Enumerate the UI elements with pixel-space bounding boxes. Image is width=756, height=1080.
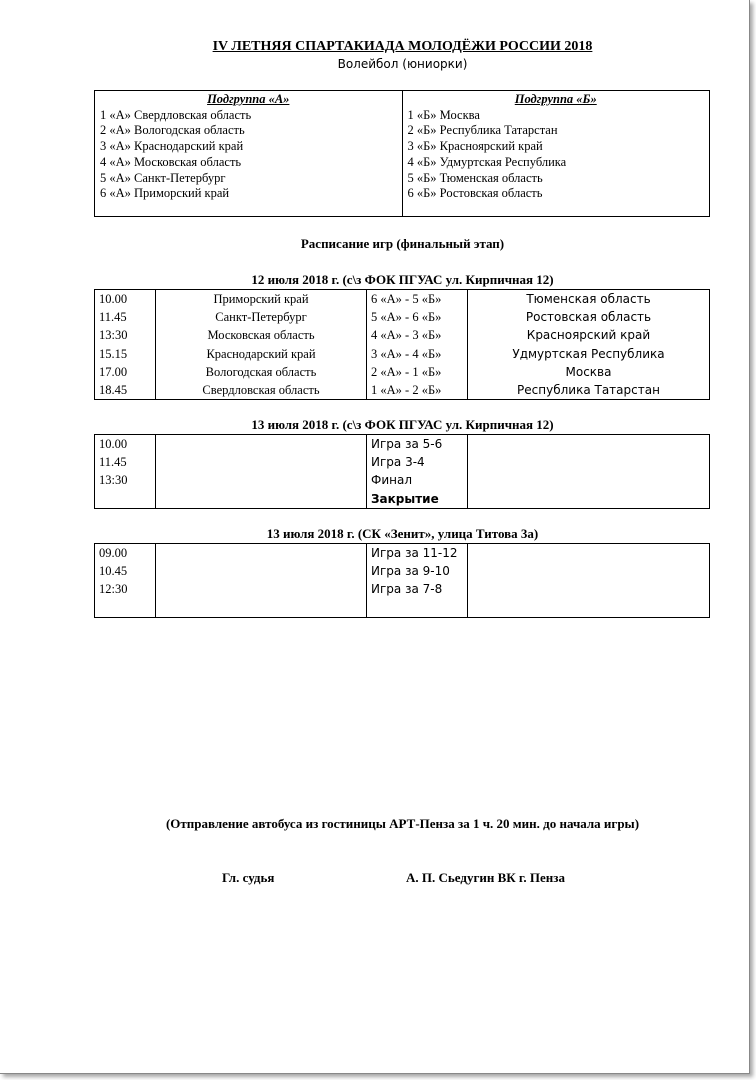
home-team	[156, 471, 367, 489]
match-code: Игра за 7-8	[367, 580, 468, 598]
group-b-team: 3 «Б» Красноярский край	[407, 139, 543, 154]
match-code: 3 «А» - 4 «Б»	[367, 345, 468, 363]
group-a-team: 2 «А» Вологодская область	[100, 123, 245, 138]
match-code: 5 «А» - 6 «Б»	[367, 308, 468, 326]
judge-name: А. П. Сьедугин ВК г. Пенза	[406, 870, 565, 885]
home-team	[156, 435, 367, 454]
group-a-team: 4 «А» Московская область	[100, 154, 242, 169]
game-time	[95, 490, 156, 509]
table-row	[95, 562, 710, 580]
table-row	[95, 381, 710, 400]
away-team	[468, 580, 710, 598]
table-row	[95, 453, 710, 471]
match-code: 1 «А» - 2 «Б»	[367, 381, 468, 400]
away-team	[468, 599, 710, 618]
schedule-title: Расписание игр (финальный этап)	[300, 236, 505, 251]
group-b-cell	[402, 91, 710, 217]
home-team: Краснодарский край	[156, 345, 367, 363]
game-time: 13:30	[95, 471, 156, 489]
group-a-team: 3 «А» Краснодарский край	[100, 139, 244, 154]
table-row	[95, 490, 710, 509]
document-title: IV ЛЕТНЯЯ СПАРТАКИАДА МОЛОДЁЖИ РОССИИ 2018	[212, 39, 593, 54]
table-row	[95, 326, 710, 344]
table-row	[95, 580, 710, 598]
day-3-schedule	[94, 543, 710, 618]
judge-label: Гл. судья	[222, 870, 275, 885]
table-row	[95, 363, 710, 381]
home-team: Приморский край	[156, 290, 367, 309]
day-2-schedule	[94, 434, 710, 509]
game-time: 10.00	[95, 290, 156, 309]
match-code: Закрытие	[367, 490, 468, 509]
table-row	[95, 599, 710, 618]
table-row	[95, 544, 710, 563]
table-row	[95, 290, 710, 309]
game-time: 10.00	[95, 435, 156, 454]
match-code: Финал	[367, 471, 468, 489]
away-team	[468, 562, 710, 580]
table-row	[95, 471, 710, 489]
game-time	[95, 599, 156, 618]
home-team	[156, 453, 367, 471]
groups-table	[94, 90, 710, 217]
away-team: Ростовская область	[468, 308, 710, 326]
away-team: Москва	[468, 363, 710, 381]
day-3-title: 13 июля 2018 г. (СК «Зенит», улица Титова 3а)	[266, 526, 539, 541]
home-team: Вологодская область	[156, 363, 367, 381]
home-team	[156, 562, 367, 580]
match-code	[367, 599, 468, 618]
match-code: 2 «А» - 1 «Б»	[367, 363, 468, 381]
game-time: 18.45	[95, 381, 156, 400]
game-time: 11.45	[95, 308, 156, 326]
day-1-schedule	[94, 289, 710, 400]
match-code: Игра 3-4	[367, 453, 468, 471]
away-team	[468, 435, 710, 454]
group-a-cell	[95, 91, 403, 217]
away-team: Удмуртская Республика	[468, 345, 710, 363]
group-b-team: 4 «Б» Удмуртская Республика	[407, 154, 567, 169]
group-a-team: 6 «А» Приморский край	[100, 186, 230, 201]
group-a-team: 5 «А» Санкт-Петербург	[100, 170, 226, 185]
group-b-team: 6 «Б» Ростовская область	[407, 186, 543, 201]
day-1-title: 12 июля 2018 г. (с\з ФОК ПГУАС ул. Кирпичная 12)	[251, 272, 554, 287]
home-team	[156, 490, 367, 509]
group-a-team: 1 «А» Свердловская область	[100, 107, 252, 122]
game-time: 09.00	[95, 544, 156, 563]
document-subtitle: Волейбол (юниорки)	[337, 57, 468, 71]
group-b-team: 1 «Б» Москва	[407, 107, 480, 122]
match-code: 6 «А» - 5 «Б»	[367, 290, 468, 309]
group-b-team: 5 «Б» Тюменская область	[407, 170, 543, 185]
away-team	[468, 471, 710, 489]
game-time: 12:30	[95, 580, 156, 598]
group-a-title: Подгруппа «А»	[207, 92, 290, 106]
home-team: Санкт-Петербург	[156, 308, 367, 326]
match-code: 4 «А» - 3 «Б»	[367, 326, 468, 344]
away-team: Республика Татарстан	[468, 381, 710, 400]
table-row	[95, 308, 710, 326]
group-b-title: Подгруппа «Б»	[514, 92, 597, 106]
match-code: Игра за 5-6	[367, 435, 468, 454]
home-team: Свердловская область	[156, 381, 367, 400]
away-team	[468, 453, 710, 471]
away-team: Красноярский край	[468, 326, 710, 344]
table-row	[95, 435, 710, 454]
game-time: 13:30	[95, 326, 156, 344]
away-team	[468, 544, 710, 563]
home-team	[156, 544, 367, 563]
bus-note: (Отправление автобуса из гостиницы АРТ-Пенза за 1 ч. 20 мин. до начала игры)	[165, 816, 640, 831]
game-time: 15.15	[95, 345, 156, 363]
home-team: Московская область	[156, 326, 367, 344]
table-row	[95, 345, 710, 363]
match-code: Игра за 11-12	[367, 544, 468, 563]
match-code: Игра за 9-10	[367, 562, 468, 580]
game-time: 11.45	[95, 453, 156, 471]
home-team	[156, 580, 367, 598]
away-team: Тюменская область	[468, 290, 710, 309]
game-time: 17.00	[95, 363, 156, 381]
group-b-team: 2 «Б» Республика Татарстан	[407, 123, 558, 138]
home-team	[156, 599, 367, 618]
away-team	[468, 490, 710, 509]
game-time: 10.45	[95, 562, 156, 580]
day-2-title: 13 июля 2018 г. (с\з ФОК ПГУАС ул. Кирпичная 12)	[251, 417, 554, 432]
